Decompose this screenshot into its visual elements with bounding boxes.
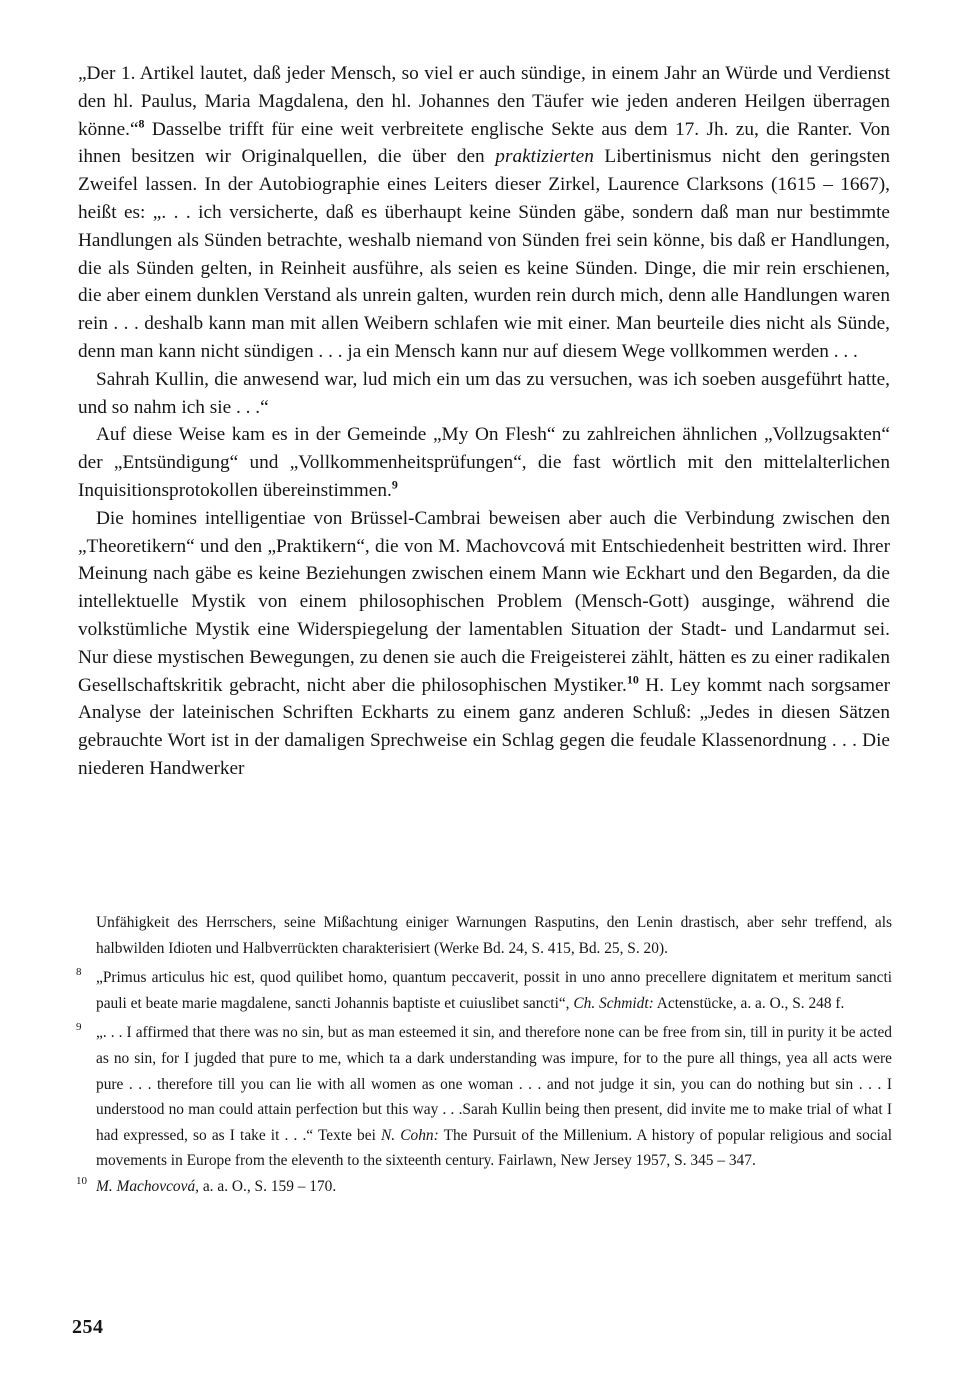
footnote-continuation: Unfähigkeit des Herrschers, seine Mißachtung einiger Warnungen Rasputins, den Lenin drastisch, aber sehr treffend, als halbwilden Idioten und Halbverrückten charakterisiert (Werke Bd. 24, S. 415, Bd. 25, S. 20). [96,914,892,957]
footnote-ref-9: 9 [391,477,398,492]
footnote-ref-8: 8 [138,116,145,131]
footnote-10: 10 M. Machovcová, a. a. O., S. 159 – 170. [96,1174,892,1200]
footnote-9: 9 „. . . I affirmed that there was no sin, but as man esteemed it sin, and therefore none can be free from sin, till in purity it be acted as no sin, for I jugded that pure to me, which ta a dark understanding was impure, for to the pure all things, yea all acts were pure . . . therefore till you can lie with all women as one woman . . . and not judge it sin, you can do nothing but sin . . . I understood no man could attain perfection but this way . . .Sarah Kullin being then present, did invite me to make trial of what I had expressed, so as I take it . . .“ Texte bei N. Cohn: The Pursuit of the Millenium. A history of popular religious and social movements in Europe from the eleventh to the sixteenth century. Fairlawn, New Jersey 1957, S. 345 – 347. [96,1020,892,1174]
footnote-author: M. Machovcová, [96,1177,199,1195]
footnote-mark-9: 9 [76,1021,82,1034]
footnote-mark-8: 8 [76,966,82,979]
footnotes [76,910,893,1200]
footnote-author: Ch. Schmidt: [573,994,654,1012]
paragraph-1: „Der 1. Artikel lautet, daß jeder Mensch, so viel er auch sündige, in einem Jahr an Würde und Verdienst den hl. Paulus, Maria Magdalena, den hl. Johannes den Täufer wie jeden anderen Heilgen überragen könne.“$^8$ Dasselbe trifft für eine weit verbreitete englische Sekte aus dem 17. Jh. zu, die Ranter. Von ihnen besitzen wir Originalquellen, die über den praktizierten Libertinismus nicht den geringsten Zweifel lassen. In der Autobiographie eines Leiters dieser Zirkel, Laurence Clarksons (1615 – 1667), heißt es: „. . . ich versicherte, daß es überhaupt keine Sünden gäbe, sondern daß man nur bestimmte Handlungen als Sünden betrachte, weshalb niemand von Sünden frei sein könne, bis daß er Handlungen, die als Sünden gelten, in Reinheit ausführe, als seien es keine Sünden. Dinge, die mir rein erschienen, die aber einem dunklen Verstand als unrein galten, wurden rein durch mich, denn alle Handlungen waren rein . . . deshalb kann man mit allen Weibern schlafen wie mit einer. Man beurteile dies nicht als Sünde, denn man kann nicht sündigen . . . ja ein Mensch kann nur auf diesem Wege vollkommen werden . . . [78,63,891,362]
emphasis: praktizierten [495,146,594,168]
paragraph-2: Sahrah Kullin, die anwesend war, lud mich ein um das zu versuchen, was ich soeben ausgeführt hatte, und so nahm ich sie . . .“ [78,368,890,418]
footnote-8: 8 „Primus articulus hic est, quod quilibet homo, quantum peccaverit, possit in uno anno precellere dignitatem et meritum sancti pauli et beate marie magdalene, sancti Johannis baptiste et cuiuslibet sancti“, Ch. Schmidt: Actenstücke, a. a. O., S. 248 f. [96,965,892,1016]
main-text [78,60,890,783]
footnote-ref-10: 10 [626,672,639,687]
page-number: 254 [72,1316,104,1338]
footnote-mark-10: 10 [76,1174,87,1187]
footnote-author: N. Cohn: [381,1126,439,1144]
paragraph-4: Die homines intelligentiae von Brüssel-Cambrai beweisen aber auch die Verbindung zwischen den „Theoretikern“ und den „Praktikern“, die von M. Machovcová mit Entschiedenheit bestritten wird. Ihrer Meinung nach gäbe es keine Beziehungen zwischen einem Mann wie Eckhart und den Begarden, da die intellektuelle Mystik von einem philosophischen Problem (Mensch-Gott) ausginge, während die volkstümliche Mystik eine Widerspiegelung der lamentablen Situation der Stadt- und Landarmut sei. Nur diese mystischen Bewegungen, zu denen sie auch die Freigeisterei zählt, hätten es zu einer radikalen Gesellschaftskritik gebracht, nicht aber die philosophischen Mystiker.$^{10}$ H. Ley kommt nach sorgsamer Analyse der lateinischen Schriften Eckharts zu einem ganz anderen Schluß: „Jedes in diesen Sätzen gebrauchte Wort ist in der damaligen Sprechweise ein Schlag gegen die feudale Klassenordnung . . . Die niederen Handwerker [78,507,891,779]
paragraph-3: Auf diese Weise kam es in der Gemeinde „My On Flesh“ zu zahlreichen ähnlichen „Vollzugsakten“ der „Entsündigung“ und „Vollkommenheitsprüfungen“, die fast wörtlich mit den mittelalterlichen Inquisitionsprotokollen übereinstimmen.$^9$ [78,424,890,501]
